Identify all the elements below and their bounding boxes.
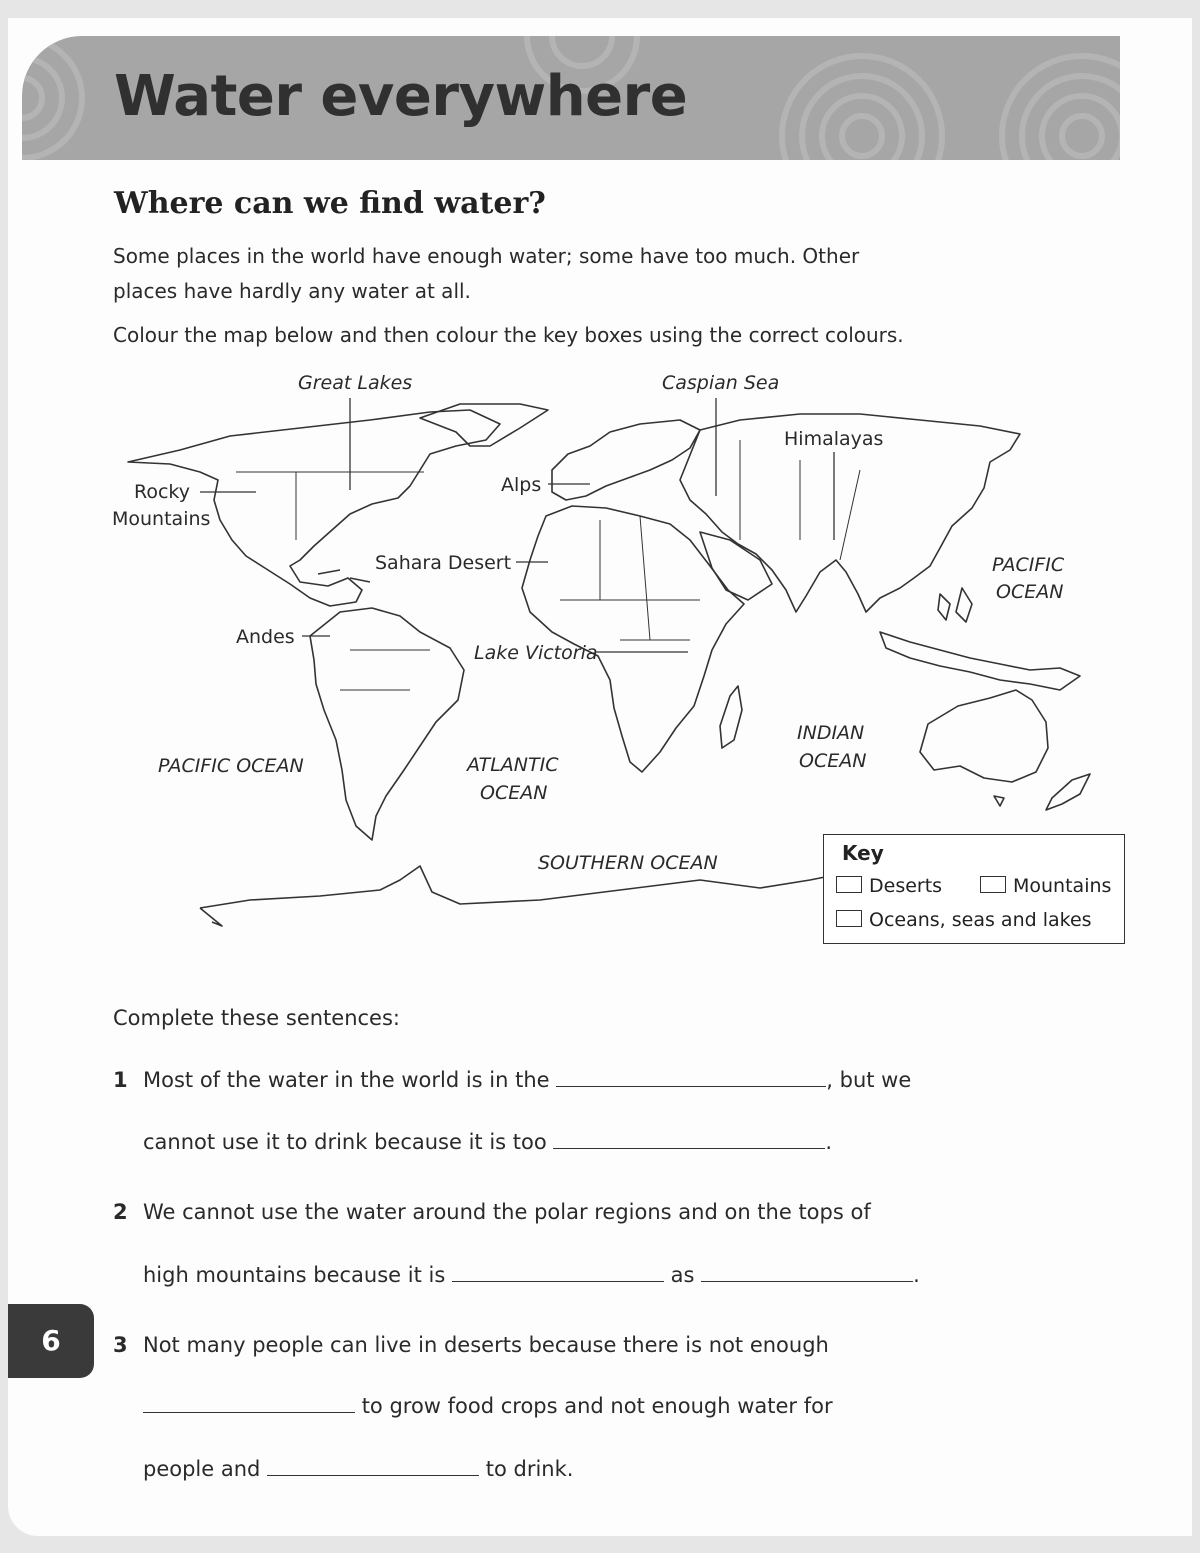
instruction-text: Colour the map below and then colour the key boxes using the correct colours. (113, 323, 904, 347)
key-item-oceans (836, 909, 1092, 931)
question-3-number: 3 (113, 1333, 128, 1357)
question-1-line-1 (143, 1068, 911, 1092)
tasmania-outline (994, 796, 1004, 806)
question-2-text-c: as (670, 1263, 695, 1287)
label-great-lakes: Great Lakes (298, 372, 413, 394)
question-1-end: . (825, 1130, 833, 1154)
se-asia-islands-outline (880, 632, 1080, 690)
label-pacific-left: PACIFIC OCEAN (158, 755, 304, 777)
answer-blank-1a[interactable] (556, 1068, 826, 1087)
africa-outline (522, 506, 744, 772)
label-pacific-right-2: OCEAN (996, 581, 1064, 603)
question-2-number: 2 (113, 1200, 128, 1224)
question-1-text-c: cannot use it to drink because it is too (143, 1130, 547, 1154)
answer-blank-1b[interactable] (553, 1130, 825, 1149)
answer-blank-2a[interactable] (452, 1263, 664, 1282)
europe-outline (552, 420, 700, 500)
south-america-outline (310, 608, 464, 840)
question-3-text-d: to drink. (485, 1457, 574, 1481)
map-key (823, 834, 1125, 944)
label-atlantic-2: OCEAN (480, 782, 548, 804)
label-southern-ocean: SOUTHERN OCEAN (538, 852, 718, 874)
label-rocky: Rocky (134, 481, 190, 503)
key-label-oceans: Oceans, seas and lakes (869, 909, 1092, 931)
question-1-text-a: Most of the water in the world is in the (143, 1068, 550, 1092)
section-heading: Where can we find water? (114, 186, 546, 221)
intro-line-1: Some places in the world have enough water; some have too much. Other (113, 244, 860, 268)
new-zealand-outline (1046, 774, 1090, 810)
label-andes: Andes (236, 626, 295, 648)
philippines-outline (938, 594, 950, 620)
question-3-text-c: people and (143, 1457, 261, 1481)
intro-line-2: places have hardly any water at all. (113, 279, 471, 303)
label-sahara: Sahara Desert (375, 552, 512, 574)
question-1-number: 1 (113, 1068, 128, 1092)
title-banner (22, 36, 1120, 160)
answer-blank-3a[interactable] (143, 1394, 355, 1413)
question-3-text-b: to grow food crops and not enough water for (361, 1394, 833, 1418)
page-number: 6 (41, 1324, 61, 1357)
label-caspian-sea: Caspian Sea (662, 372, 780, 394)
question-3-line-2 (143, 1394, 833, 1418)
antarctica-tip (200, 908, 222, 926)
key-label-mountains: Mountains (1013, 875, 1112, 897)
answer-blank-3b[interactable] (267, 1457, 479, 1476)
japan-outline (956, 588, 972, 622)
label-mountains: Mountains (112, 508, 211, 530)
question-2-text-b: high mountains because it is (143, 1263, 446, 1287)
key-label-deserts: Deserts (869, 875, 943, 897)
antarctica-outline (200, 866, 830, 908)
question-2-line-2 (143, 1263, 920, 1287)
question-1-text-b: , but we (826, 1068, 912, 1092)
label-alps: Alps (501, 474, 542, 496)
exercise-prompt: Complete these sentences: (113, 1006, 400, 1030)
label-indian-2: OCEAN (799, 750, 867, 772)
label-indian-1: INDIAN (797, 722, 865, 744)
key-box-deserts[interactable] (836, 876, 862, 893)
key-title: Key (842, 841, 884, 865)
answer-blank-2b[interactable] (701, 1263, 913, 1282)
question-2-line-1: We cannot use the water around the polar regions and on the tops of (143, 1200, 871, 1224)
key-box-mountains[interactable] (980, 876, 1006, 893)
page-title: Water everywhere (114, 64, 688, 129)
question-1-line-2 (143, 1130, 832, 1154)
page-number-tab (8, 1304, 94, 1378)
australia-outline (920, 690, 1048, 782)
key-box-oceans[interactable] (836, 910, 862, 927)
label-pacific-right-1: PACIFIC (992, 554, 1065, 576)
question-3-line-3 (143, 1457, 573, 1481)
madagascar-outline (720, 686, 742, 748)
question-3-line-1: Not many people can live in deserts because there is not enough (143, 1333, 829, 1357)
question-2-end: . (913, 1263, 920, 1287)
label-himalayas: Himalayas (784, 428, 884, 450)
key-item-mountains (980, 875, 1111, 897)
key-item-deserts (836, 875, 942, 897)
label-lake-victoria: Lake Victoria (474, 642, 598, 664)
label-atlantic-1: ATLANTIC (467, 754, 559, 776)
